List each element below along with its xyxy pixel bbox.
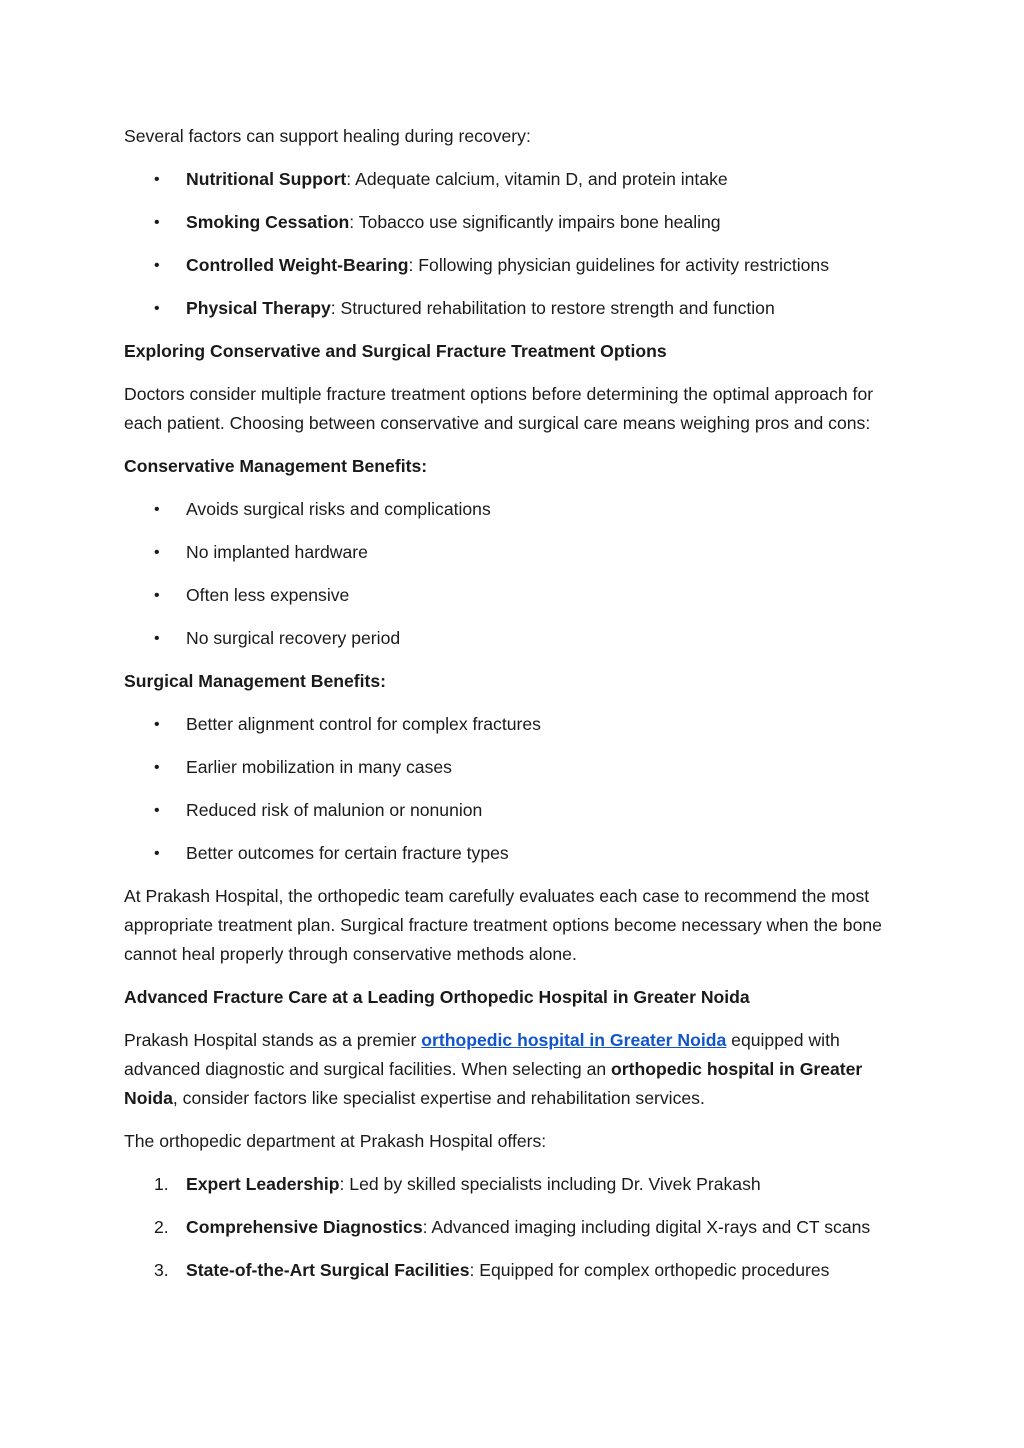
orthopedic-hospital-link[interactable]: orthopedic hospital in Greater Noida — [421, 1030, 727, 1050]
item-desc: : Led by skilled specialists including Dr. Vivek Prakash — [339, 1174, 761, 1194]
conservative-benefits-list — [124, 495, 914, 653]
premier-paragraph — [124, 1026, 914, 1113]
offers-list — [124, 1170, 914, 1285]
options-paragraph: Doctors consider multiple fracture treatment options before determining the optimal approach for each patient. Choosing between conservative and surgical care means weighing pros and cons: — [124, 384, 874, 433]
item-term: State-of-the-Art Surgical Facilities — [186, 1260, 470, 1280]
item-term: Comprehensive Diagnostics — [186, 1217, 423, 1237]
list-item: • Better alignment control for complex fractures — [124, 710, 914, 739]
healing-factors-list — [124, 165, 914, 323]
premier-bold-term: orthopedic hospital in Greater Noida — [124, 1059, 863, 1108]
premier-text-after: , consider factors like specialist expertise and rehabilitation services. — [172, 1088, 705, 1108]
surgical-heading: Surgical Management Benefits: — [124, 671, 387, 691]
list-item: • Avoids surgical risks and complications — [124, 495, 914, 524]
surgical-benefits-list — [124, 710, 914, 868]
conservative-heading: Conservative Management Benefits: — [124, 456, 428, 476]
list-item — [124, 294, 914, 323]
list-item: • Reduced risk of malunion or nonunion — [124, 796, 914, 825]
item-desc: : Following physician guidelines for activity restrictions — [408, 255, 830, 275]
list-item — [124, 1170, 914, 1199]
item-desc: : Equipped for complex orthopedic procedures — [469, 1260, 830, 1280]
item-number: 1. — [154, 1174, 169, 1194]
section-heading-options: Exploring Conservative and Surgical Fracture Treatment Options — [124, 341, 667, 361]
item-term: Physical Therapy — [186, 298, 331, 318]
list-item: • No implanted hardware — [124, 538, 914, 567]
list-item: • Often less expensive — [124, 581, 914, 610]
list-item — [124, 251, 914, 280]
list-item — [124, 208, 914, 237]
intro-text: Several factors can support healing during recovery: — [124, 126, 531, 146]
premier-text-before: Prakash Hospital stands as a premier — [124, 1030, 422, 1050]
item-number: 3. — [154, 1260, 169, 1280]
offers-intro: The orthopedic department at Prakash Hospital offers: — [124, 1131, 547, 1151]
section-heading-advanced: Advanced Fracture Care at a Leading Orthopedic Hospital in Greater Noida — [124, 987, 750, 1007]
item-desc: : Adequate calcium, vitamin D, and protein intake — [346, 169, 728, 189]
item-number: 2. — [154, 1217, 169, 1237]
document-content — [124, 122, 914, 1299]
item-desc: : Tobacco use significantly impairs bone healing — [349, 212, 721, 232]
item-term: Controlled Weight-Bearing — [186, 255, 409, 275]
list-item: • No surgical recovery period — [124, 624, 914, 653]
item-desc: : Advanced imaging including digital X-rays and CT scans — [422, 1217, 871, 1237]
item-desc: : Structured rehabilitation to restore strength and function — [330, 298, 775, 318]
prakash-paragraph: At Prakash Hospital, the orthopedic team carefully evaluates each case to recommend the most appropriate treatment plan. Surgical fracture treatment options become necessary when the bone cannot heal properly through conservative methods alone. — [124, 886, 882, 964]
list-item — [124, 1213, 914, 1242]
item-term: Expert Leadership — [186, 1174, 340, 1194]
item-term: Smoking Cessation — [186, 212, 350, 232]
list-item: • Better outcomes for certain fracture types — [124, 839, 914, 868]
premier-text-middle: equipped with advanced diagnostic and surgical facilities. When selecting an — [124, 1030, 840, 1079]
list-item — [124, 165, 914, 194]
list-item: • Earlier mobilization in many cases — [124, 753, 914, 782]
list-item — [124, 1256, 914, 1285]
item-term: Nutritional Support — [186, 169, 347, 189]
